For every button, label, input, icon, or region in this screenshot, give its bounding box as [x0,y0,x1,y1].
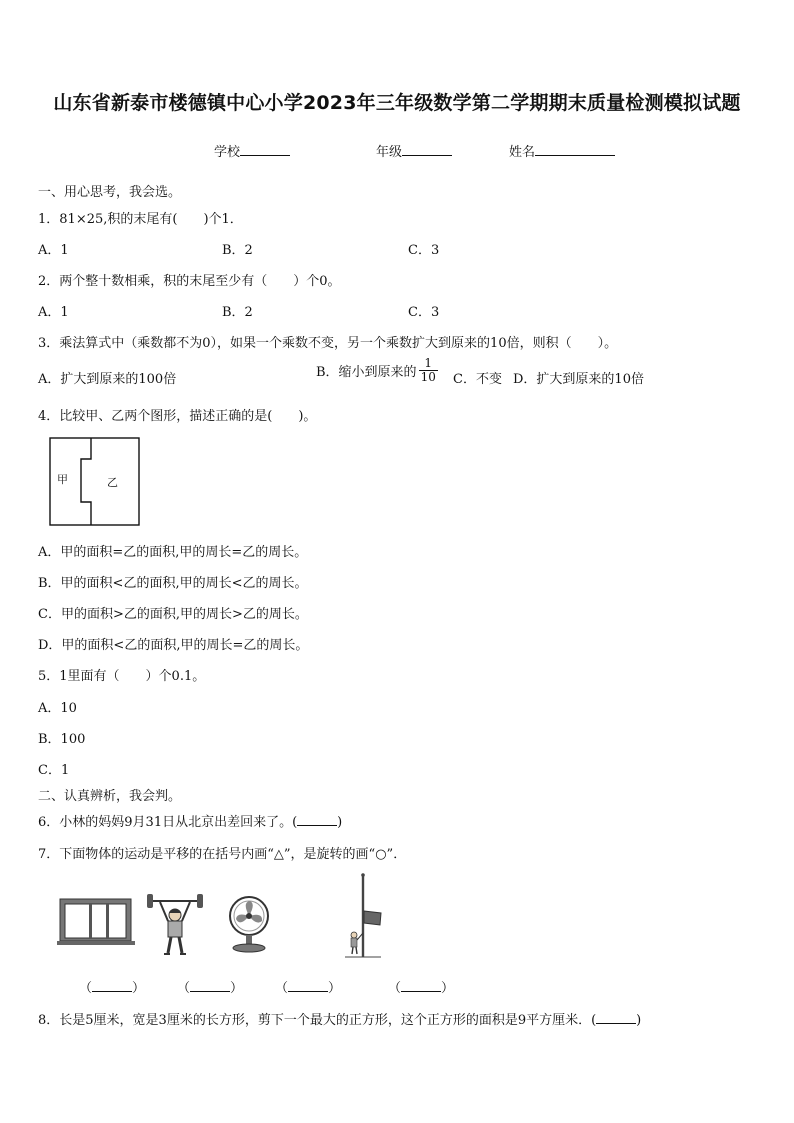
label-yi: 乙 [107,476,118,489]
q7-stem: 7．下面物体的运动是平移的在括号内画“△”，是旋转的画“○”． [38,847,407,862]
q7-close-paren-4: ） [441,981,455,996]
q7-close-paren-3: ） [328,981,342,996]
q5-option-c[interactable]: C．1 [38,763,70,778]
q6-answer-blank[interactable] [297,812,337,826]
q7-answer-weightlifter[interactable] [177,977,243,996]
section-1-heading: 一、用心思考，我会选。 [38,185,182,200]
grade-field[interactable] [376,141,452,160]
q1-option-b[interactable]: B．2 [222,243,253,258]
q8-stem [38,1009,641,1028]
q7-open-paren-2: （ [177,981,191,996]
q6-stem [38,811,342,830]
q4-option-d[interactable]: D．甲的面积<乙的面积,甲的周长=乙的周长。 [38,638,309,653]
q4-option-c[interactable]: C．甲的面积>乙的面积,甲的周长>乙的周长。 [38,607,308,622]
q3-option-a[interactable]: A．扩大到原来的100倍 [38,372,177,387]
name-field[interactable] [509,141,615,160]
window-icon [57,897,137,947]
q7-answer-window[interactable] [79,977,145,996]
section-2-heading: 二、认真辨析，我会判。 [38,789,182,804]
grade-label: 年级 [376,145,403,160]
label-jia: 甲 [57,473,68,486]
page-title: 山东省新泰市楼德镇中心小学2023年三年级数学第二学期期末质量检测模拟试题 [53,92,741,114]
q2-option-b[interactable]: B．2 [222,305,253,320]
q4-option-b[interactable]: B．甲的面积<乙的面积,甲的周长<乙的周长。 [38,576,308,591]
q2-option-c[interactable]: C．3 [408,305,440,320]
q1-stem: 1．81×25,积的末尾有( )个1． [38,212,243,227]
q7-open-paren-1: （ [79,981,93,996]
q4-option-a[interactable]: A．甲的面积=乙的面积,甲的周长=乙的周长。 [38,545,308,560]
q3-option-b-text: B．缩小到原来的 [316,365,417,380]
school-field[interactable] [214,141,290,160]
q7-close-paren-2: ） [230,981,244,996]
q5-option-a[interactable]: A．10 [38,701,77,716]
q7-open-paren-4: （ [388,981,402,996]
fan-icon [224,894,274,954]
q3-option-d[interactable]: D．扩大到原来的10倍 [513,372,644,387]
weightlifter-icon [146,891,204,957]
q5-option-b[interactable]: B．100 [38,732,86,747]
q6-text: 6．小林的妈妈9月31日从北京出差回来了。( [38,815,298,830]
q2-option-a[interactable]: A．1 [38,305,69,320]
q8-close-paren: ) [636,1013,642,1028]
q4-stem: 4．比较甲、乙两个图形，描述正确的是( )。 [38,409,317,424]
flagpole-icon [343,873,383,959]
q2-stem: 2．两个整十数相乘，积的末尾至少有（ ）个0。 [38,274,341,289]
q7-open-paren-3: （ [275,981,289,996]
q8-answer-blank[interactable] [596,1010,636,1024]
name-label: 姓名 [509,145,536,160]
q1-option-a[interactable]: A．1 [38,243,69,258]
q1-option-c[interactable]: C．3 [408,243,440,258]
fraction-denominator: 10 [420,370,436,384]
school-label: 学校 [214,145,241,160]
q7-answer-flag[interactable] [388,977,454,996]
fraction [419,357,438,384]
q7-close-paren-1: ） [132,981,146,996]
q3-stem: 3．乘法算式中（乘数都不为0），如果一个乘数不变，另一个乘数扩大到原来的10倍，则积（ ）。 [38,336,618,351]
q5-stem: 5．1里面有（ ）个0.1。 [38,669,206,684]
q3-option-c[interactable]: C．不变 [453,372,502,387]
q3-option-b[interactable] [316,357,440,384]
q6-close-paren: ) [337,815,343,830]
fraction-numerator: 1 [419,357,438,371]
q8-text: 8．长是5厘米，宽是3厘米的长方形，剪下一个最大的正方形，这个正方形的面积是9平方厘米．( [38,1013,597,1028]
divider-line [81,438,91,525]
q7-answer-fan[interactable] [275,977,341,996]
